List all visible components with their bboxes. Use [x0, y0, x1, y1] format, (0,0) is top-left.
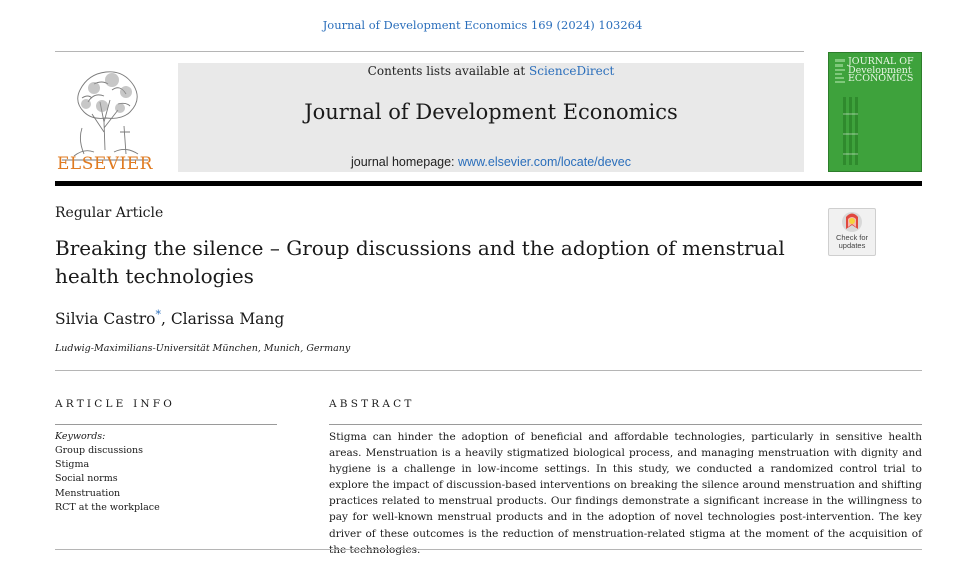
bottom-divider: [55, 549, 922, 550]
contents-availability-line: [178, 64, 804, 78]
article-info-rule: [55, 424, 277, 425]
keyword-item: Stigma: [55, 459, 90, 471]
check-for-updates-label: Check for updates: [835, 233, 869, 250]
keywords-list: [55, 444, 160, 515]
top-divider: [55, 51, 804, 52]
keyword-item: Group discussions: [55, 445, 144, 456]
header-thick-divider: [55, 181, 922, 186]
article-type: Regular Article: [55, 205, 164, 221]
check-updates-icon: [829, 209, 875, 235]
journal-homepage-link[interactable]: www.elsevier.com/locate/devec: [458, 155, 632, 169]
author-separator: ,: [160, 310, 171, 329]
corresponding-author-marker[interactable]: *: [155, 308, 161, 321]
keyword-item: RCT at the workplace: [55, 501, 160, 513]
author-list: [55, 308, 284, 328]
keyword-item: Menstruation: [55, 487, 121, 499]
contents-prefix: Contents lists available at: [367, 64, 530, 78]
journal-title: Journal of Development Economics: [304, 100, 678, 124]
article-info-heading: ARTICLE INFO: [55, 398, 176, 410]
homepage-prefix: journal homepage:: [350, 155, 459, 169]
cover-title-text: JOURNAL OF Development ECONOMICS: [848, 56, 914, 84]
abstract-heading: ABSTRACT: [329, 398, 415, 410]
author-affiliation: Ludwig-Maximilians-Universität München, Munich, Germany: [55, 343, 351, 354]
keyword-item: Social norms: [55, 473, 118, 485]
journal-reference-link[interactable]: Journal of Development Economics 169 (2024) 103264: [322, 18, 643, 32]
elsevier-wordmark: ELSEVIER: [57, 154, 153, 174]
journal-homepage-line: [178, 155, 804, 169]
sciencedirect-link[interactable]: ScienceDirect: [529, 64, 615, 78]
section-divider: [55, 370, 922, 371]
author-name[interactable]: Silvia Castro: [55, 310, 156, 329]
abstract-text: Stigma can hinder the adoption of beneficial and affordable technologies, particularly in sensitive health areas. Menstruation is a heavily stigmatized biological process, and managing menstruation with dignity and hygiene is a challenge in low-income settings. In this study, we conducted a randomized control trial to explore the impact of discussion-based interventions on breaking the silence around menstruation and shifting practices related to menstrual products. Our findings demonstrate a significant increase in the willingness to pay for well-known menstrual products and in the adoption of novel technologies post-intervention. The key driver of these outcomes is the reduction of menstruation-related stigma at the moment of the acquisition of: [329, 431, 922, 540]
author-name[interactable]: Clarissa Mang: [170, 310, 285, 329]
paper-title: Breaking the silence – Group discussions and the adoption of menstrual health technologies: [55, 236, 785, 288]
abstract-rule: [329, 424, 922, 425]
keywords-label: Keywords:: [55, 431, 106, 442]
